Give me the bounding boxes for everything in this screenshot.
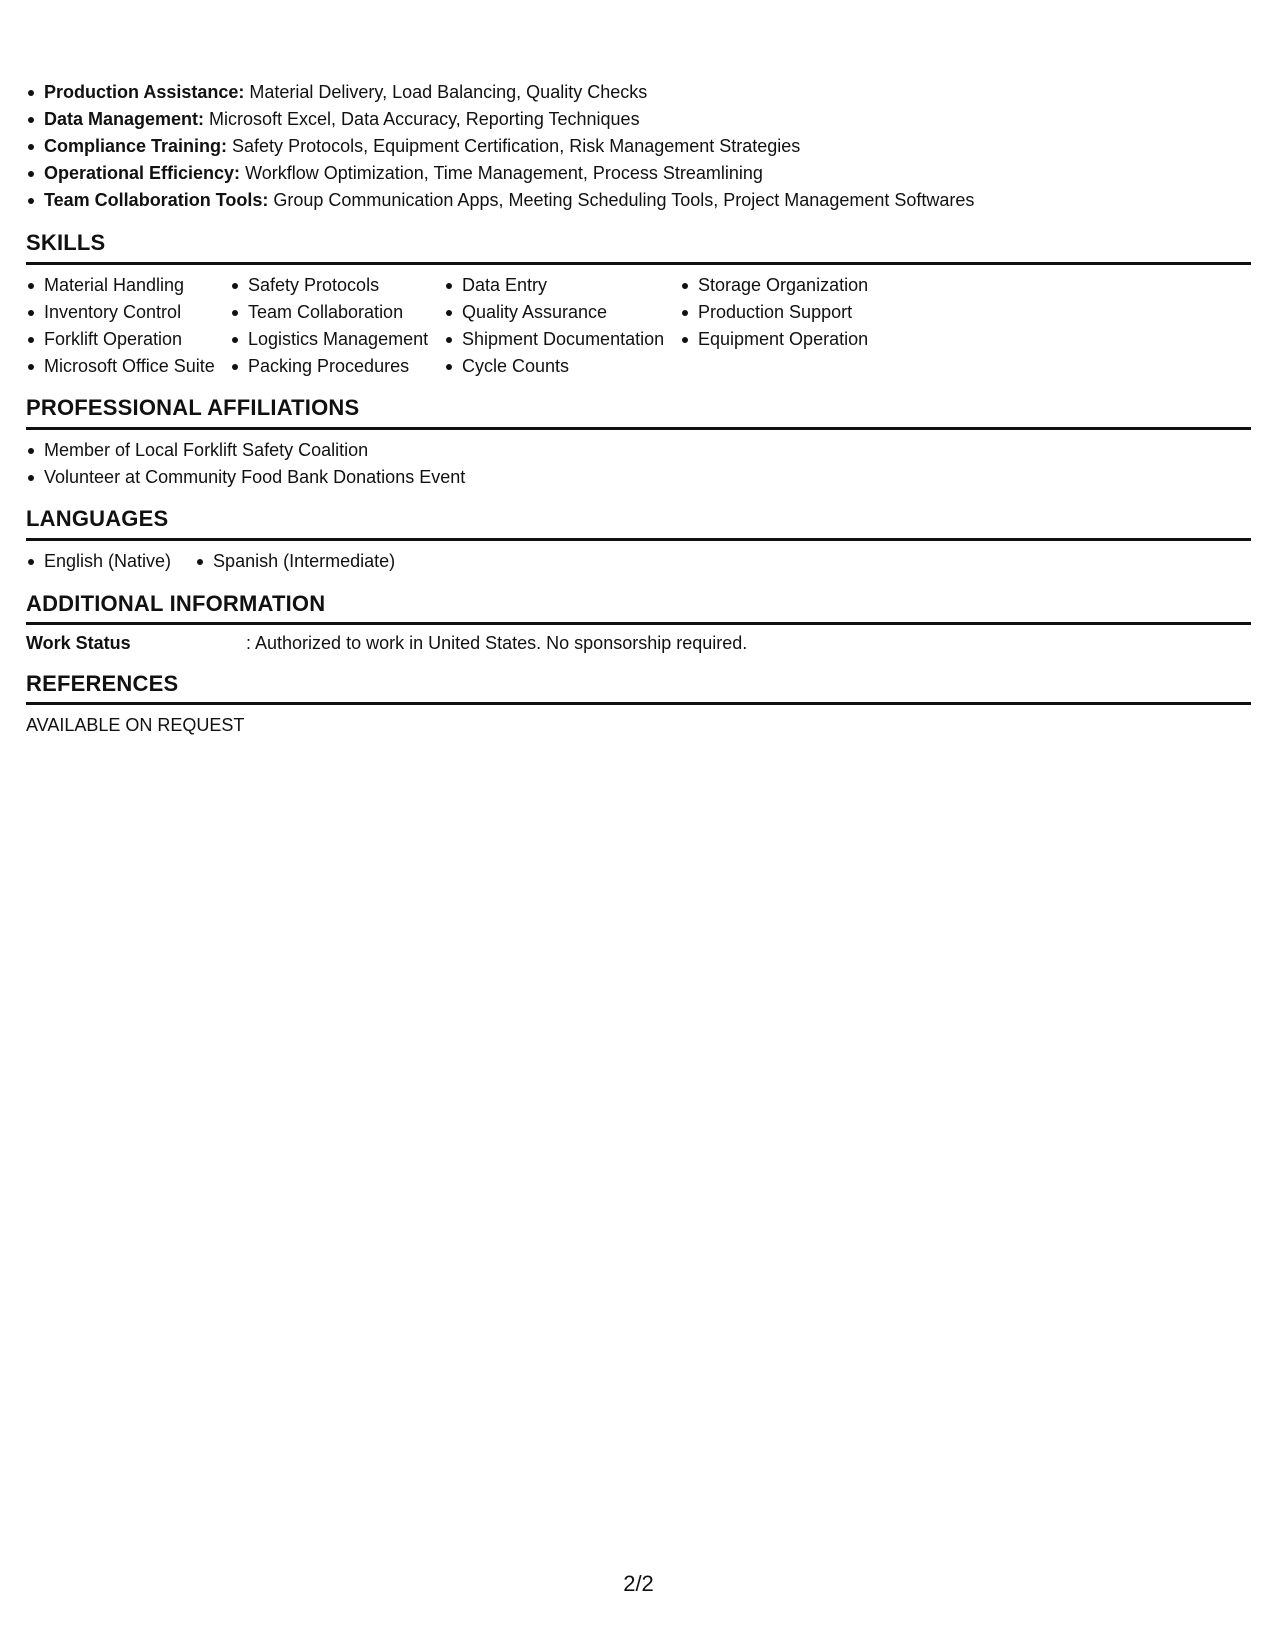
- item-text: Workflow Optimization, Time Management, Process Streamlining: [240, 163, 763, 183]
- page-number: 2/2: [623, 1571, 654, 1596]
- item-text: Safety Protocols, Equipment Certification, Risk Management Strategies: [227, 136, 801, 156]
- skill-item: Safety Protocols: [230, 272, 444, 299]
- references-text: AVAILABLE ON REQUEST: [26, 715, 245, 735]
- skill-item: Packing Procedures: [230, 353, 444, 380]
- affiliations-divider: [26, 427, 1251, 430]
- skills-grid: [26, 272, 900, 380]
- skill-item: Material Handling: [26, 272, 230, 299]
- skills-column-4: [680, 272, 900, 380]
- item-text: Microsoft Excel, Data Accuracy, Reporting Techniques: [204, 109, 640, 129]
- skill-item: Quality Assurance: [444, 299, 680, 326]
- list-item: [26, 133, 974, 160]
- skill-item: Production Support: [680, 299, 900, 326]
- work-status-row: [26, 630, 747, 657]
- skill-item: Forklift Operation: [26, 326, 230, 353]
- skills-divider: [26, 262, 1251, 265]
- affiliation-item: Member of Local Forklift Safety Coalition: [26, 437, 465, 464]
- additional-info-divider: [26, 622, 1251, 625]
- references-divider: [26, 702, 1251, 705]
- list-item: [26, 106, 974, 133]
- skill-item: Storage Organization: [680, 272, 900, 299]
- work-status-label: Work Status: [26, 633, 131, 653]
- skill-item: Logistics Management: [230, 326, 444, 353]
- skills-column-1: [26, 272, 230, 380]
- skill-item: Equipment Operation: [680, 326, 900, 353]
- language-item: English (Native): [26, 548, 171, 575]
- list-item: [26, 187, 974, 214]
- skill-item: Microsoft Office Suite: [26, 353, 230, 380]
- affiliation-item: Volunteer at Community Food Bank Donations Event: [26, 464, 465, 491]
- item-label: Team Collaboration Tools:: [44, 190, 269, 210]
- list-item: [26, 160, 974, 187]
- item-text: Material Delivery, Load Balancing, Quality Checks: [244, 82, 648, 102]
- work-status-value: : Authorized to work in United States. No sponsorship required.: [246, 633, 748, 653]
- skill-item: Team Collaboration: [230, 299, 444, 326]
- skill-item: Cycle Counts: [444, 353, 680, 380]
- skill-item: Data Entry: [444, 272, 680, 299]
- resume-page: [26, 0, 1251, 1650]
- languages-divider: [26, 538, 1251, 541]
- affiliations-list: [26, 437, 465, 491]
- references-heading: REFERENCES: [26, 671, 179, 696]
- item-label: Production Assistance:: [44, 82, 245, 102]
- languages-heading: LANGUAGES: [26, 506, 169, 531]
- list-item: [26, 79, 974, 106]
- languages-list: [26, 548, 419, 575]
- additional-info-heading: ADDITIONAL INFORMATION: [26, 591, 326, 616]
- item-label: Operational Efficiency:: [44, 163, 241, 183]
- skills-column-2: [230, 272, 444, 380]
- skills-heading: SKILLS: [26, 230, 106, 255]
- language-item: Spanish (Intermediate): [195, 548, 395, 575]
- skill-item: Inventory Control: [26, 299, 230, 326]
- skills-column-3: [444, 272, 680, 380]
- item-label: Data Management:: [44, 109, 205, 129]
- expertise-list: [26, 79, 974, 214]
- item-label: Compliance Training:: [44, 136, 228, 156]
- affiliations-heading: PROFESSIONAL AFFILIATIONS: [26, 395, 360, 420]
- item-text: Group Communication Apps, Meeting Scheduling Tools, Project Management Softwares: [268, 190, 975, 210]
- skill-item: Shipment Documentation: [444, 326, 680, 353]
